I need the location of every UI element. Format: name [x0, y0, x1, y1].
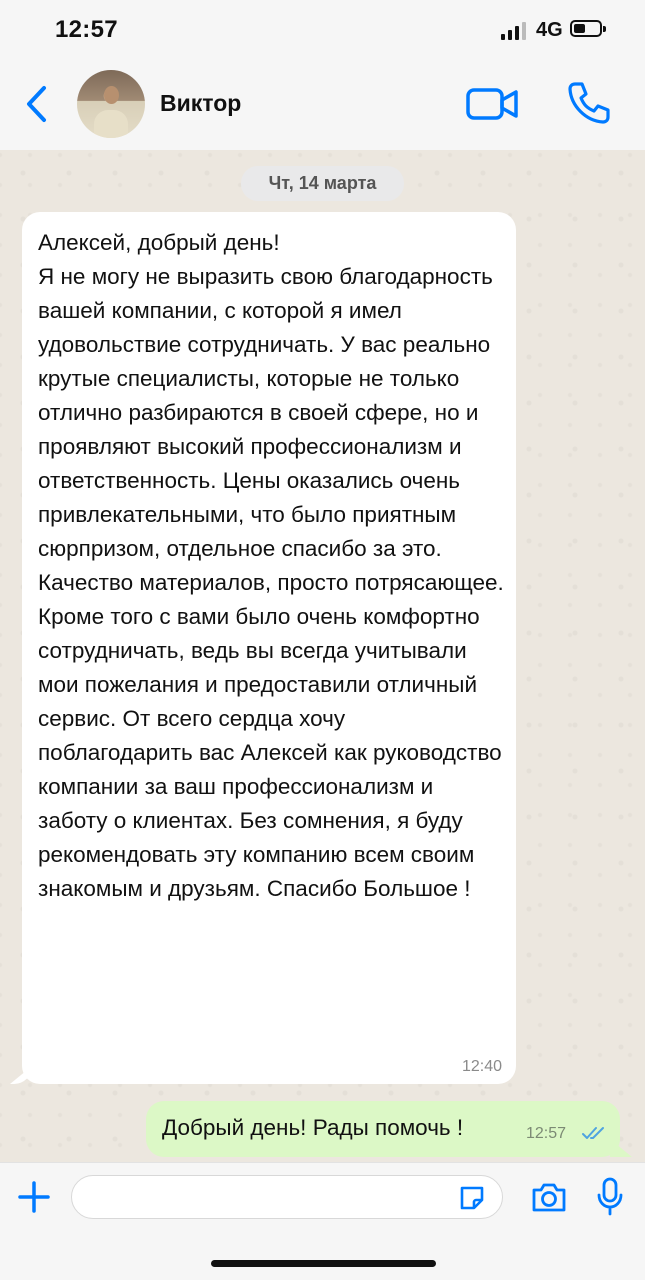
composer-bar — [0, 1162, 645, 1280]
message-text: Алексей, добрый день! Я не могу не выразить свою благодарность вашей компании, с которой я имел удовольствие сотрудничать. У вас реально крутые специалисты, которые не только отлично разбираются в своей сфере, но и проявляют высокий профессионализм и ответственность. Цены оказались очень привлекательными, что было приятным сюрпризом, отдельное спасибо за это. Качество материалов, просто потрясающее. Кроме того с вами было очень комфортно сотрудничать, ведь вы всегда учитывали мои пожелания и предоставили отличный сервис. От всего сердца хочу поблагодарить вас Алексей как руководство компании за ваш профессионализм и заботу о клиентах. Без сомнения, я буду рекомендовать эту компанию всем своим знакомым и друзьям. Спасибо Большое ! — [38, 230, 504, 901]
plus-icon — [16, 1179, 52, 1215]
camera-button[interactable] — [530, 1181, 568, 1213]
status-time: 12:57 — [55, 16, 118, 43]
chat-area[interactable] — [0, 150, 645, 1162]
message-time: 12:40 — [461, 1058, 502, 1075]
sticker-button[interactable] — [457, 1183, 487, 1213]
video-camera-icon — [466, 84, 520, 124]
home-indicator — [211, 1260, 436, 1267]
phone-icon — [566, 80, 612, 126]
status-bar — [0, 0, 645, 62]
read-receipt-icon — [582, 1125, 608, 1141]
incoming-message[interactable] — [22, 212, 516, 1084]
camera-icon — [530, 1181, 568, 1213]
avatar[interactable] — [77, 70, 145, 138]
chevron-left-icon — [20, 82, 56, 126]
attach-button[interactable] — [16, 1179, 52, 1215]
contact-name[interactable]: Виктор — [160, 90, 242, 116]
voice-record-button[interactable] — [596, 1177, 624, 1217]
message-time: 12:57 — [526, 1125, 567, 1142]
sticker-icon — [457, 1183, 487, 1213]
cellular-signal-icon — [501, 22, 527, 40]
voice-call-button[interactable] — [566, 80, 612, 126]
video-call-button[interactable] — [466, 84, 520, 124]
message-input[interactable] — [71, 1175, 503, 1219]
outgoing-message[interactable] — [146, 1101, 620, 1157]
date-separator: Чт, 14 марта — [241, 166, 404, 201]
network-type: 4G — [536, 19, 563, 41]
chat-header — [0, 62, 645, 150]
microphone-icon — [596, 1177, 624, 1217]
message-text: Добрый день! Рады помочь ! — [162, 1115, 464, 1140]
back-button[interactable] — [20, 82, 56, 126]
battery-fill — [574, 24, 585, 33]
battery-icon — [570, 20, 602, 37]
